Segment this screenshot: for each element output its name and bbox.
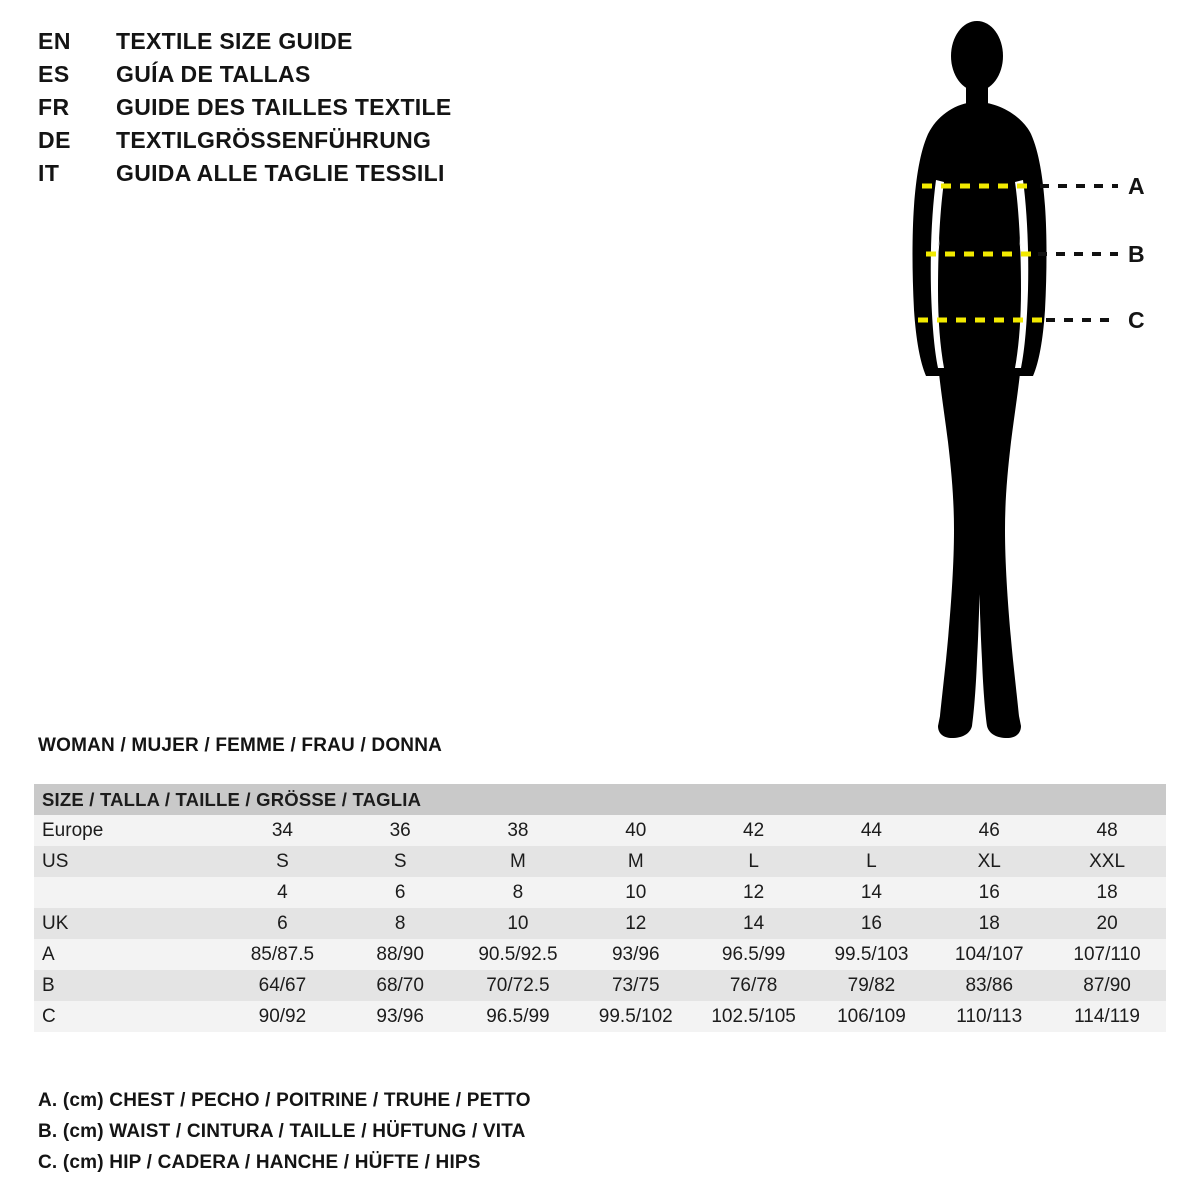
cell: 107/110: [1048, 939, 1166, 970]
language-title: GUIDA ALLE TAGLIE TESSILI: [116, 160, 445, 186]
cell: 96.5/99: [459, 1001, 577, 1032]
table-row: [34, 908, 1166, 939]
cell: 99.5/102: [577, 1001, 695, 1032]
section-caption: WOMAN / MUJER / FEMME / FRAU / DONNA: [38, 735, 443, 756]
cell: 14: [695, 908, 813, 939]
cell: M: [459, 846, 577, 877]
cell: 12: [695, 877, 813, 908]
table-header-row: [34, 784, 1166, 815]
table-row: [34, 1001, 1166, 1032]
cell: 85/87.5: [224, 939, 342, 970]
measure-label-a: A: [1128, 173, 1145, 199]
cell: 42: [695, 815, 813, 846]
cell: S: [341, 846, 459, 877]
language-code: DE: [38, 127, 71, 153]
language-code: EN: [38, 28, 71, 54]
cell: L: [813, 846, 931, 877]
cell: 8: [459, 877, 577, 908]
cell: XL: [930, 846, 1048, 877]
language-code: FR: [38, 94, 70, 120]
cell: S: [224, 846, 342, 877]
cell: 79/82: [813, 970, 931, 1001]
cell: 4: [224, 877, 342, 908]
cell: 73/75: [577, 970, 695, 1001]
row-label: B: [34, 970, 224, 1001]
cell: 6: [341, 877, 459, 908]
cell: 99.5/103: [813, 939, 931, 970]
cell: M: [577, 846, 695, 877]
size-chart-table: [34, 784, 1166, 1032]
language-title-block: [38, 28, 678, 193]
cell: 18: [1048, 877, 1166, 908]
cell: 110/113: [930, 1001, 1048, 1032]
legend-item-c: C. (cm) HIP / CADERA / HANCHE / HÜFTE / HIPS: [38, 1152, 481, 1173]
table-row: [34, 815, 1166, 846]
table-header-label: SIZE / TALLA / TAILLE / GRÖSSE / TAGLIA: [34, 784, 1166, 815]
cell: 46: [930, 815, 1048, 846]
language-title: TEXTILE SIZE GUIDE: [116, 28, 353, 54]
cell: 20: [1048, 908, 1166, 939]
measure-label-c: C: [1128, 307, 1145, 333]
cell: 8: [341, 908, 459, 939]
cell: 90/92: [224, 1001, 342, 1032]
measurement-legend: [38, 1090, 938, 1183]
language-code: IT: [38, 160, 60, 186]
cell: 16: [930, 877, 1048, 908]
cell: 38: [459, 815, 577, 846]
cell: 93/96: [577, 939, 695, 970]
cell: 87/90: [1048, 970, 1166, 1001]
row-label: [34, 877, 224, 908]
cell: L: [695, 846, 813, 877]
language-row: [38, 61, 678, 94]
row-label: A: [34, 939, 224, 970]
table-row: [34, 939, 1166, 970]
table-row: [34, 970, 1166, 1001]
row-label: C: [34, 1001, 224, 1032]
cell: 10: [577, 877, 695, 908]
row-label: US: [34, 846, 224, 877]
cell: 114/119: [1048, 1001, 1166, 1032]
cell: 68/70: [341, 970, 459, 1001]
body-measurement-figure: [860, 10, 1190, 750]
cell: 44: [813, 815, 931, 846]
cell: 93/96: [341, 1001, 459, 1032]
legend-item-a: A. (cm) CHEST / PECHO / POITRINE / TRUHE / PETTO: [38, 1090, 531, 1111]
language-title: TEXTILGRÖSSENFÜHRUNG: [116, 127, 432, 153]
cell: 88/90: [341, 939, 459, 970]
cell: 106/109: [813, 1001, 931, 1032]
cell: 102.5/105: [695, 1001, 813, 1032]
cell: 96.5/99: [695, 939, 813, 970]
cell: 90.5/92.5: [459, 939, 577, 970]
measure-label-b: B: [1128, 241, 1145, 267]
language-code: ES: [38, 61, 70, 87]
legend-item-b: B. (cm) WAIST / CINTURA / TAILLE / HÜFTUNG / VITA: [38, 1121, 526, 1142]
cell: 36: [341, 815, 459, 846]
language-title: GUÍA DE TALLAS: [116, 61, 311, 87]
cell: 14: [813, 877, 931, 908]
female-silhouette-icon: [860, 10, 1190, 750]
cell: 10: [459, 908, 577, 939]
cell: 70/72.5: [459, 970, 577, 1001]
cell: 64/67: [224, 970, 342, 1001]
cell: 34: [224, 815, 342, 846]
cell: 12: [577, 908, 695, 939]
row-label: Europe: [34, 815, 224, 846]
language-row: [38, 94, 678, 127]
language-row: [38, 28, 678, 61]
cell: 76/78: [695, 970, 813, 1001]
cell: 16: [813, 908, 931, 939]
language-row: [38, 127, 678, 160]
row-label: UK: [34, 908, 224, 939]
language-row: [38, 160, 678, 193]
cell: 40: [577, 815, 695, 846]
cell: 48: [1048, 815, 1166, 846]
table-row: [34, 877, 1166, 908]
table-row: [34, 846, 1166, 877]
cell: 104/107: [930, 939, 1048, 970]
cell: 18: [930, 908, 1048, 939]
language-title: GUIDE DES TAILLES TEXTILE: [116, 94, 452, 120]
cell: 83/86: [930, 970, 1048, 1001]
cell: 6: [224, 908, 342, 939]
cell: XXL: [1048, 846, 1166, 877]
